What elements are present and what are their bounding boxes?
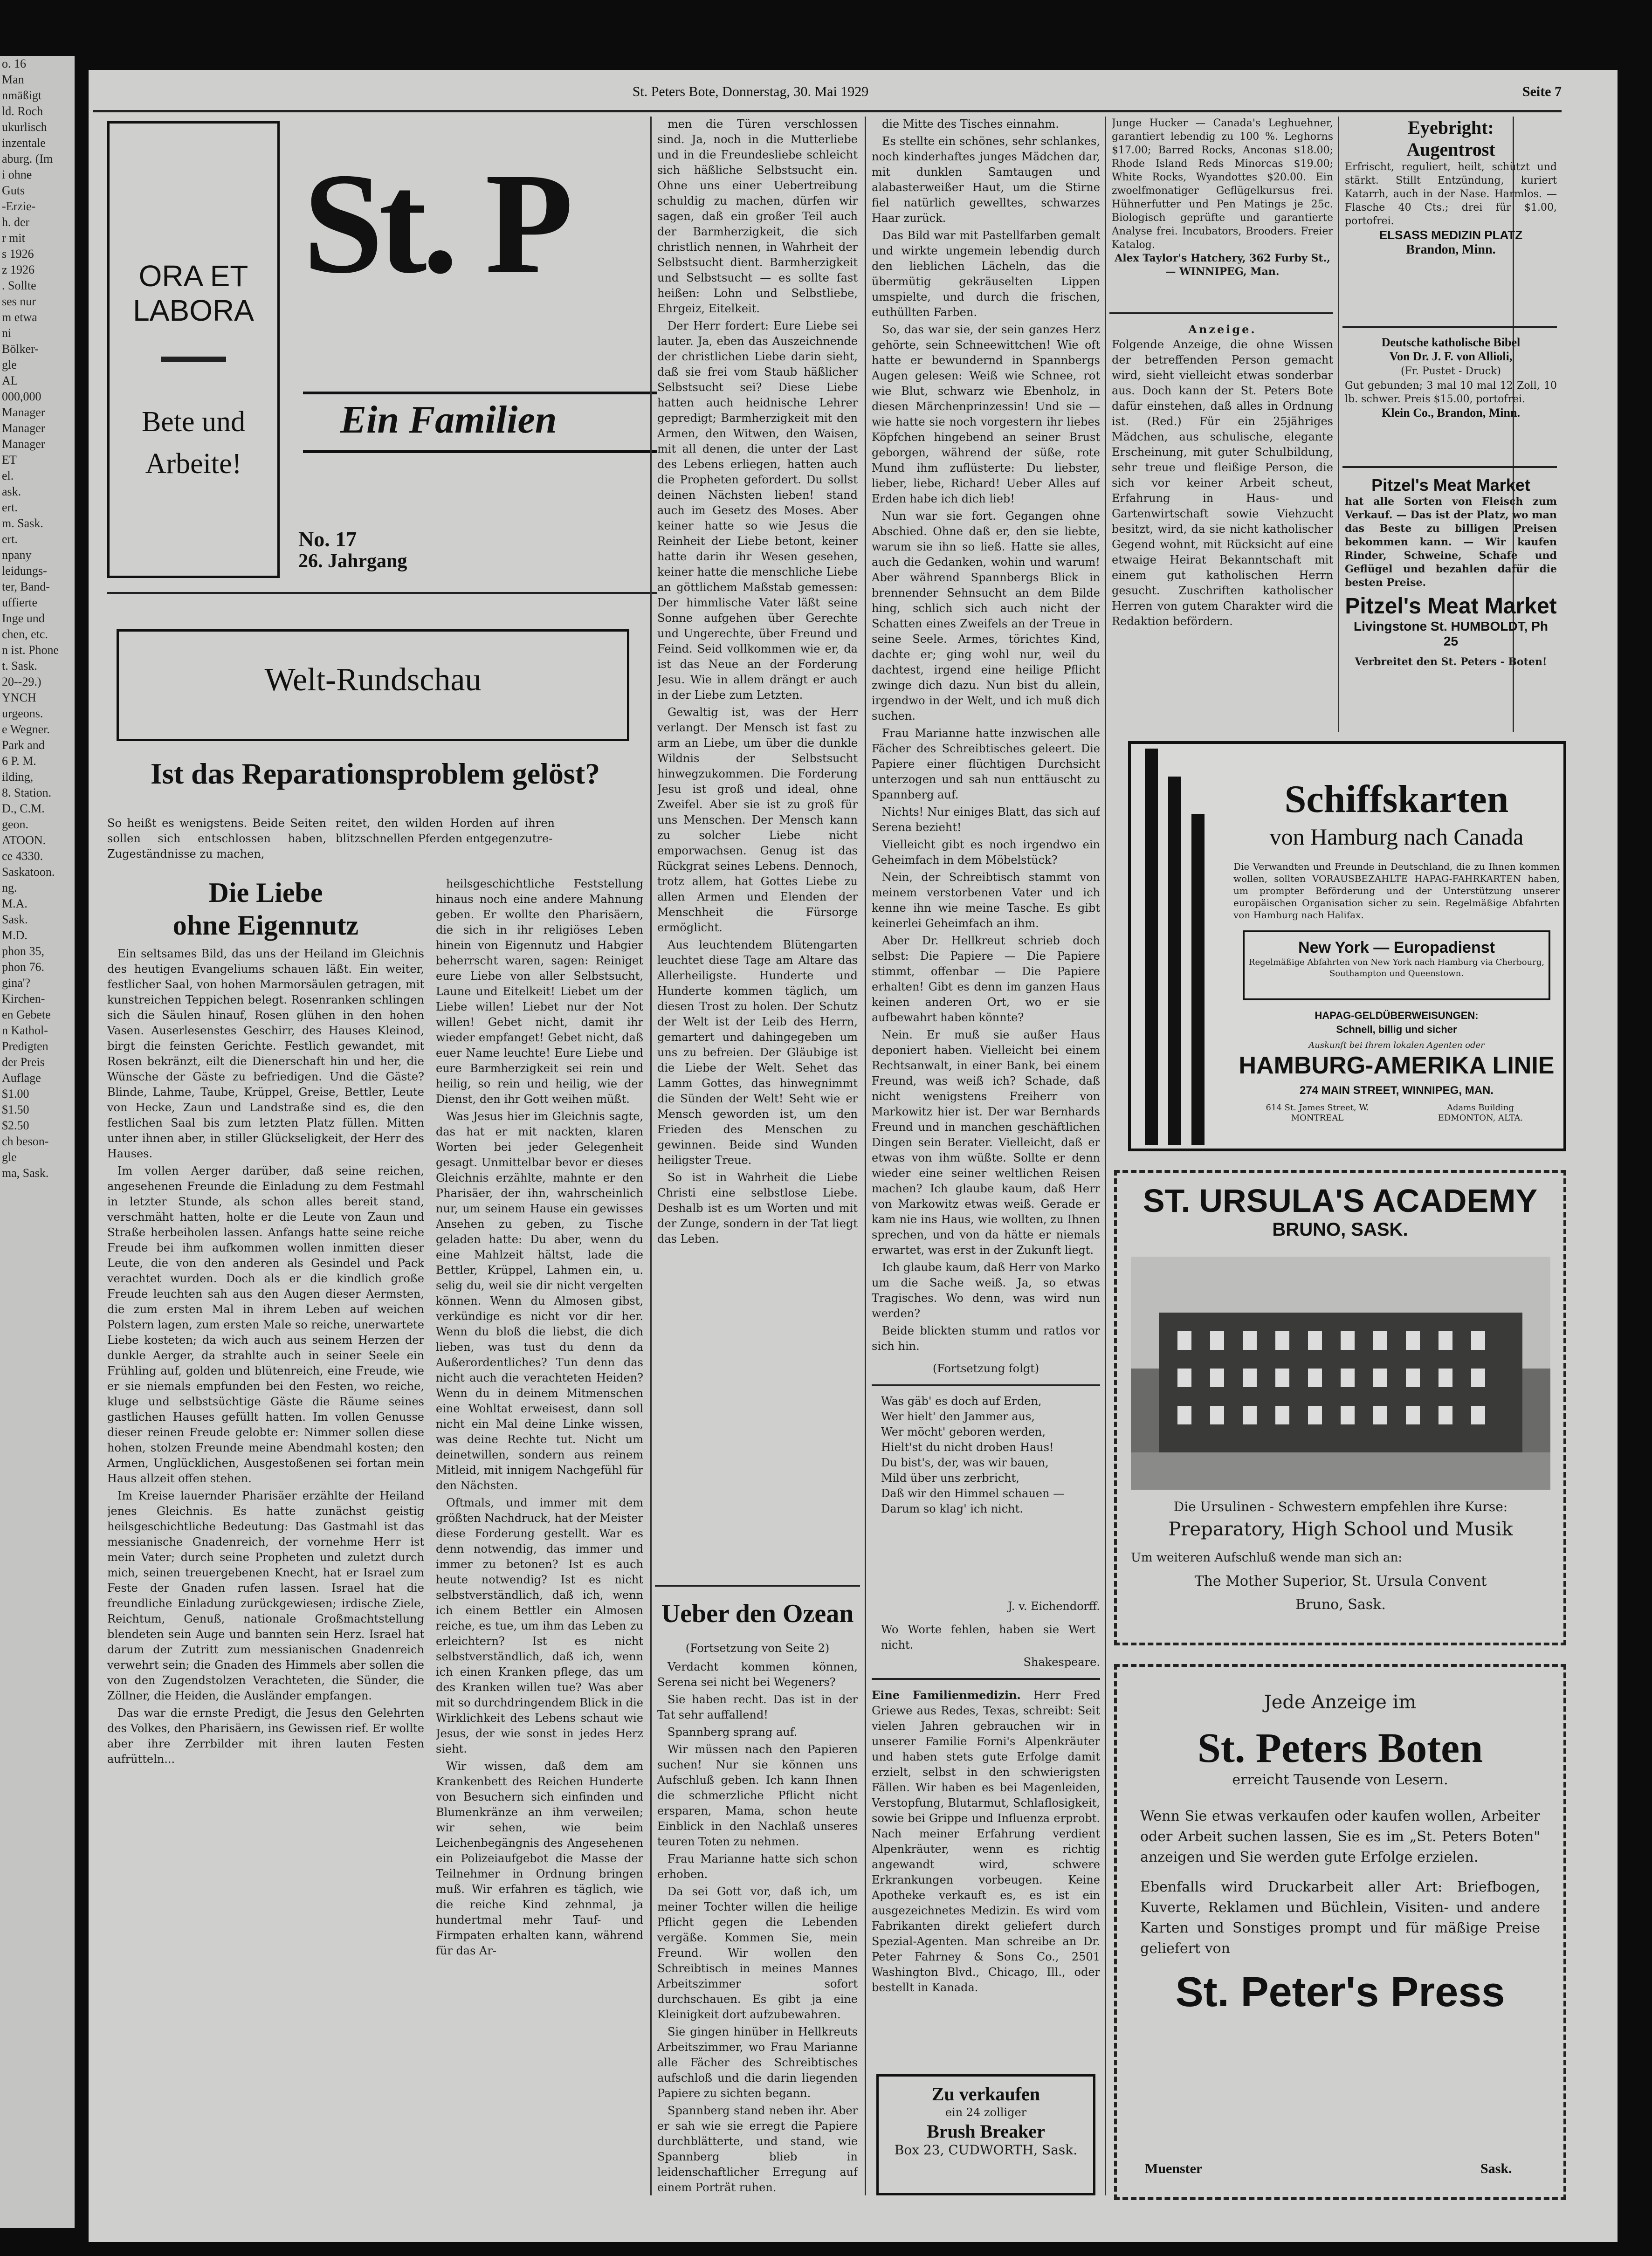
pitzel-address: Livingstone St. HUMBOLDT, Ph 25 xyxy=(1354,619,1548,648)
motto-line-2: LABORA xyxy=(133,294,254,327)
quote: Wo Worte fehlen, haben sie Wert nicht. xyxy=(881,1623,1095,1651)
column-rule-5 xyxy=(1338,117,1339,732)
left-page-fragment: en Gebete xyxy=(2,1008,51,1021)
liebe-column-1 xyxy=(107,946,424,2200)
story-paragraph: Beide blickten stumm und ratlos vor sich hin. xyxy=(872,1324,1100,1353)
left-page-fragment: gina'? xyxy=(2,976,30,990)
left-page-fragment: n ist. Phone xyxy=(2,643,59,657)
ozean-rule xyxy=(655,1585,860,1587)
left-page-fragment: Manager xyxy=(2,406,45,419)
story-paragraph: Ich glaube kaum, daß Herr von Marko um die Sache weiß. Ja, so etwas Tragisches. Wo denn, was wird nun werden? xyxy=(872,1261,1100,1320)
article-paragraph: Was Jesus hier im Gleichnis sagte, das hat er mit nackten, klaren Worten bei jeder Gelegenheit gesagt. Unmittelbar bevor er dieses Gleichnis erzählte, mahnte er den Pharisäer, der ihn, wahrscheinlich nur, um seinem Hause ein gewisses Ansehen zu geben, zu Tische geladen hatte: Du aber, wenn du eine Mahlzeit hältst, lade die Bettler, Krüppel, Lahmen ein, u. selig du, weil sie dir nicht vergelten können. Wenn du Almosen gibst, verkündige es nicht vor dir her. Wenn du bloß die liebst, die dich lieben, was tust du denn da Außerordentliches? Tun denn das nicht auch die verachteten Heiden? Wenn du in deinem Mitmenschen eine Wohltat erweisest, dann soll nicht ein Mal deine Linke wissen, was deine Rechte tut. Nicht um deinetwillen, sondern aus reinem Mitleid, mit innigem Nachgefühl für den Nächsten. xyxy=(436,1110,643,1492)
article-paragraph: Gewaltig ist, was der Herr verlangt. Der Mensch ist fast zu arm an Liebe, um über die dunkle Wildnis der Selbstsucht hinwegzukommen. Die Forderung Jesu ist groß und ideal, ohne Zweifel. Aber sie ist zu groß für uns Menschen. Der Mensch kann zu solcher Liebe nicht emporwachsen. Genug ist das Rückgrat seines Lebens. Dennoch, trotz allem, hat Gottes Liebe zu allen Armen und Elenden der Menschheit die Fürsorge ermöglicht. xyxy=(657,706,858,934)
rundschau-headline: Ist das Reparationsproblem gelöst? xyxy=(150,757,600,790)
story-column-4 xyxy=(872,117,1100,1356)
story-paragraph: Vielleicht gibt es noch irgendwo ein Geheimfach in dem Möbelstück? xyxy=(872,838,1100,867)
left-page-fragment: inzentale xyxy=(2,136,46,150)
left-page-fragment: 000,000 xyxy=(2,390,41,403)
page-number: Seite 7 xyxy=(1522,84,1562,99)
left-page-fragment: Park and xyxy=(2,738,45,752)
left-page-fragment: ng. xyxy=(2,881,17,894)
motto-line-3: Bete und xyxy=(141,406,246,438)
ozean-continuation: (Fortsetzung von Seite 2) xyxy=(685,1642,830,1655)
masthead-rule xyxy=(93,110,1562,112)
left-page-fragment: ilding, xyxy=(2,770,34,784)
ozean-title: Ueber den Ozean xyxy=(661,1599,854,1628)
press-location-2: Sask. xyxy=(1480,2161,1512,2176)
article-paragraph: Das war die ernste Predigt, die Jesus den Gelehrten des Volkes, den Pharisäern, ins Gewissen rief. Er wollte aber ihre Zerrbilder mit ihren lauten Festen aufrütteln... xyxy=(107,1706,424,1766)
stripe-decoration xyxy=(1136,749,1229,1145)
left-page-fragment: nmäßigt xyxy=(2,89,42,102)
left-page-fragment: el. xyxy=(2,469,14,482)
story-paragraph: Sie gingen hinüber in Hellkreuts Arbeitszimmer, wo Frau Marianne alle Fächer des Schreibtisches aufschloß und die darin liegenden Papiere zu sichten begann. xyxy=(657,2025,858,2100)
pitzel-ad xyxy=(1345,475,1557,727)
hamburg-amerika-linie: HAMBURG-AMERIKA LINIE xyxy=(1239,1052,1555,1079)
left-page-fragment: ET xyxy=(2,453,17,467)
story-paragraph: Wir müssen nach den Papieren suchen! Nur sie können uns Aufschluß geben. Ich kann Ihnen die schmerzliche Pflicht nicht ersparen, Mama, schon heute Einblick in den Nachlaß unseres teuren Toten zu nehmen. xyxy=(657,1743,858,1848)
boten-text-2: Ebenfalls wird Druckarbeit aller Art: Briefbogen, Kuverte, Reklamen und Büchlein, Visiten- und andere Karten und Sonstiges prompt und für mäßige Preise geliefert von xyxy=(1140,1879,1540,1957)
left-page-fragment: Manager xyxy=(2,421,45,435)
pitzel-title: Pitzel's Meat Market xyxy=(1371,475,1530,495)
left-page-fragment: t. Sask. xyxy=(2,659,37,673)
article-paragraph: Im Kreise lauernder Pharisäer erzählte der Heiland jenes Gleichnis. Es hatte zunächst geistig heilsgeschichtliche Bedeutung: Das Gastmahl ist das messianische Gnadenreich, der vornehme Herr ist mein Vater; durch seine Propheten und zuletzt durch mich, seinen treuergebenen Knecht, hat er Israel zum Feste der Gnaden rufen lassen. Israel hat die freundliche Einladung zurückgewiesen; irdische Ziele, Reichtum, Genuß, nationale Großmachtstellung blendeten sein Auge und bannten sein Herz. Israel hat darum der Zutritt zum messianischen Gnadenreich verwehrt sein; die Gnaden des Himmels aber sollen die von den Zugendstolzen Verachteten, die Sünder, die Zöllner, die Heiden, die Ausländer empfangen. xyxy=(107,1489,424,1702)
bibel-publisher: (Fr. Pustet - Druck) xyxy=(1401,365,1501,377)
story-paragraph: Nein. Er muß sie außer Haus deponiert haben. Vielleicht bei einem Rechtsanwalt, in einer Bank, bei einem Freund, was weiß ich? Schade, daß nicht wenigstens Freiherr von Markowitz hier ist. Der war Bernhards Freund und in manchen geschäftlichen Dingen sein Berater. Vielleicht, daß er etwas von ihm wüßte. Sollte er denn wieder eine seiner weltlichen Reisen machen? Ich glaube kaum, daß Herr von Markowitz etwas weiß. Gerade er kam nie ins Haus, wie wollten, zu Ihnen sprechen, und von da hätte er niemals erwartet, was erst in der Zukunft liegt. xyxy=(872,1028,1100,1257)
story-paragraph: Frau Marianne hatte sich schon erhoben. xyxy=(657,1852,858,1881)
story-paragraph: Spannberg sprang auf. xyxy=(668,1726,798,1739)
hucker-rule xyxy=(1109,312,1333,314)
left-page-fragment: m. Sask. xyxy=(2,516,43,530)
eyebright-city: Brandon, Minn. xyxy=(1406,242,1496,257)
left-page-fragment: Saskatoon. xyxy=(2,865,55,879)
verkaufen-box xyxy=(876,2074,1095,2195)
story-paragraph: Das Bild war mit Pastellfarben gemalt und wirkte ungemein lebendig durch den lieblichen Lächeln, das die übermütig gekräuselten Lippen umspielte, und durch die frischen, euthüllten Farben. xyxy=(872,229,1100,319)
boten-line-2: erreicht Tausende von Lesern. xyxy=(1232,1772,1448,1788)
left-page-strip xyxy=(0,56,75,2228)
ursula-line-5: Bruno, Sask. xyxy=(1295,1597,1386,1612)
ozean-column xyxy=(657,1659,858,2200)
left-page-fragment: ch beson- xyxy=(2,1135,49,1148)
academy-photo xyxy=(1131,1257,1550,1490)
liebe-headline-1: Die Liebe xyxy=(208,877,323,908)
left-page-fragment: phon 35, xyxy=(2,944,44,958)
left-page-fragment: $1.50 xyxy=(2,1103,29,1116)
left-page-fragment: ter, Band- xyxy=(2,580,50,593)
article-paragraph: Ein seltsames Bild, das uns der Heiland im Gleichnis des heutigen Evangeliums schauen läßt. Ein weiter, festlicher Saal, von hohen Marmorsäulen getragen, mit kunstreichen Teppichen belegt. Rosenranken schlingen sich die Säulen hinauf, Rosen glühen in den hohen Vasen. Auserlesenstes Geschirr, des Hauses Kleinod, birgt die feinsten Gerichte. Festlich gewandet, mit Rosen bekränzt, eilt die Dienerschaft hin und her, die Wünsche der Gäste zu befriedigen. Und die Gäste? Blinde, Lahme, Taube, Krüppel, Greise, Bettler, Leute von Hecke, Zaun und Landstraße sind es, die den festlichen Saal bis zum letzten Platz füllen. Mitten unter ihnen aber, in stiller Glückseligkeit, der Herr des Hauses. xyxy=(107,947,424,1160)
ursula-line-4: The Mother Superior, St. Ursula Convent xyxy=(1194,1574,1487,1589)
boten-text-1: Wenn Sie etwas verkaufen oder kaufen wollen, Arbeiter oder Arbeit suchen lassen, Sie es im „St. Peters Boten" anzeigen und Sie werden gute Erfolge erzielen. xyxy=(1140,1808,1540,1865)
schiffskarten-subtitle: von Hamburg nach Canada xyxy=(1269,824,1524,850)
left-page-fragment: -Erzie- xyxy=(2,199,36,213)
geld-subtitle: Schnell, billig und sicher xyxy=(1336,1024,1457,1035)
left-page-fragment: ask. xyxy=(2,485,21,498)
poem-line: Darum so klag' ich nicht. xyxy=(881,1502,1023,1515)
motto-line-4: Arbeite! xyxy=(145,448,242,480)
rundschau-title: Welt-Rundschau xyxy=(264,662,482,698)
left-page-fragment: Bölker- xyxy=(2,342,39,356)
liebe-column-2 xyxy=(436,876,643,2200)
ornament-divider xyxy=(161,357,226,362)
verkaufen-line-3: Box 23, CUDWORTH, Sask. xyxy=(894,2142,1078,2158)
pitzel-footer: Verbreitet den St. Peters - Boten! xyxy=(1355,656,1547,668)
fortsetzung-note: (Fortsetzung folgt) xyxy=(932,1362,1039,1375)
eyebright-company: ELSASS MEDIZIN PLATZ xyxy=(1379,228,1523,242)
left-page-fragment: ATOON. xyxy=(2,833,46,847)
story-paragraph: Aber Dr. Hellkreut schrieb doch selbst: Die Papiere — Die Papiere stimmt, offenbar — Die Papiere erhalten! Gibt es denn im ganzen Haus keinen anderen Ort, wo er sie aufbewahrt haben könnte? xyxy=(872,934,1100,1024)
poem-author: J. v. Eichendorff. xyxy=(1008,1600,1100,1613)
linie-address: 274 MAIN STREET, WINNIPEG, MAN. xyxy=(1299,1084,1494,1097)
pitzel-title-2: Pitzel's Meat Market xyxy=(1345,594,1557,619)
familien-medizin xyxy=(872,1687,1100,2070)
verkaufen-line-1: ein 24 zolliger xyxy=(945,2106,1027,2119)
ursula-academy-ad xyxy=(1114,1170,1566,1645)
left-page-fragment: $1.00 xyxy=(2,1087,29,1100)
poem-line: Wer möcht' geboren werden, xyxy=(881,1425,1046,1438)
ursula-line-3: Um weiteren Aufschluß wende man sich an: xyxy=(1131,1551,1403,1565)
left-page-fragment: chen, etc. xyxy=(2,627,48,641)
article-paragraph: Der Herr fordert: Eure Liebe sei lauter. Ja, eben das Auszeichnende der christlichen Liebe darin sieht, daß sie frei vom Staub häßlicher Selbstsucht sei? Diese Liebe hatten auch heidnische Lehrer gepredigt; Barmherzigkeit mit den Armen, den Witwen, den Waisen, mit all denen, die unter der Last des Lebens erliegen, hatten auch die Propheten gefordert. Du sollst deinen Nächsten lieben! stand auch im Gesetz des Moses. Aber keiner hatte so wie Jesus die Reinheit der Liebe betont, keiner hatte darin ihr Wesen gesehen, keiner hatte die menschliche Liebe an göttlichem Maßstab gemessen: Der himmlische Vater läßt seine Sonne aufgehen über Gerechte und Ungerechte, über Freund und Feind. Seid vollkommen wie er, da ist das Neue an der Forderung Jesu. Wie in allem drängt er auch in der Liebe zum Letzten. xyxy=(657,319,858,702)
left-page-fragment: r mit xyxy=(2,231,25,245)
liebe-headline-2: ohne Eigennutz xyxy=(172,910,359,941)
left-page-fragment: e Wegner. xyxy=(2,722,50,736)
poem-line: Wer hielt' den Jammer aus, xyxy=(881,1410,1035,1423)
article-paragraph: Im vollen Aerger darüber, daß seine reichen, angesehenen Freunde die Einladung zu dem Festmahl in letzter Stunde, als schon alles bereit stand, verschmäht hatten, holte er die Leute von Zaun und Straße herbeiholen lassen. Anfangs hatte seine reiche Freude bei ihm aufkommen wollen inmitten dieser Leute, die von den anderen als Gesindel und Pack verachtet wurden. Doch als er die kindlich große Freude leuchten sah aus den Augen dieser Aermsten, die zum ersten Mal in ihrem Leben auf weichen Polstern lagen, zum ersten Male so reiche, unerwartete Liebe kosteten; da wich auch aus seinem Herzen der dunkle Aerger, da strahlte auch in seiner Seele ein Frühling auf, golden und blütenreich, eine Freude, wie er sie niemals empfunden bei den Festen, wo reiche, kluge und selbstsüchtige Gäste die Räume seines gastlichen Hauses gefüllt hatten. Im vollen Genusse dieser reinen Freude gelobte er: Nimmer sollen diese hohen, stolzen Freunde meine Abendmahl kosten; den Armen, Unglücklichen, Ausgestoßenen sei fortan mein Haus allzeit offen stehen. xyxy=(107,1164,424,1485)
left-page-fragment: ert. xyxy=(2,532,18,546)
poem-line: Hielt'st du nicht droben Haus! xyxy=(881,1441,1054,1454)
bibel-rule xyxy=(1342,466,1557,468)
liebe-column-3 xyxy=(657,117,858,1575)
article-paragraph: Oftmals, und immer mit dem größten Nachdruck, hat der Meister diese Forderung gestellt. War es denn notwendig, das immer und immer zu betonen? Ist es auch heute notwendig? Ist es nicht selbstverständlich, daß ich, wenn ich einem Bettler ein Almosen reiche, es tue, um ihm das Leben zu erleichtern? Ist es nicht selbstverständlich, daß ich, wenn ich einen Kranken pflege, das um des Kranken willen tue? Was aber mit so durchdringendem Blick in die Wirklichkeit des Lebens schaut wie Jesus, der wie sonst in jedes Herz sieht. xyxy=(436,1496,643,1755)
ny-text: Regelmäßige Abfahrten von New York nach Hamburg via Cherbourg, Southampton und Queenstown. xyxy=(1248,957,1545,978)
poem-line: Du bist's, der, was wir bauen, xyxy=(881,1456,1049,1469)
poem-line: Daß wir den Himmel schauen — xyxy=(881,1487,1065,1500)
left-page-fragment: s 1926 xyxy=(2,247,34,261)
story-paragraph: Sie haben recht. Das ist in der Tat sehr auffallend! xyxy=(657,1693,858,1721)
poem-rule xyxy=(872,1384,1100,1386)
bibel-author: Von Dr. J. F. von Allioli, xyxy=(1389,350,1513,363)
auskunft-line: Auskunft bei Ihrem lokalen Agenten oder xyxy=(1308,1040,1485,1050)
left-page-fragment: Guts xyxy=(2,184,25,197)
familien-rule xyxy=(872,1678,1100,1680)
bibel-seller: Klein Co., Brandon, Minn. xyxy=(1382,406,1520,420)
rundschau-intro-left: So heißt es wenigstens. Beide Seiten sollen sich entschlossen haben, Zugeständnisse zu machen, xyxy=(107,817,326,860)
story-paragraph: Da sei Gott vor, daß ich, um meiner Tochter willen die heilige Pflicht gegen die Lebenden vergäße. Kommen Sie, mein Freund. Wir wollen den Schreibtisch in meines Mannes Arbeitszimmer sofort durchschauen. Es gibt ja eine Kleinigkeit dort aufzubewahren. xyxy=(657,1885,858,2021)
anzeige-text: Folgende Anzeige, die ohne Wissen der betreffenden Person gemacht wird, sieht vielleicht etwas sonderbar aus. Doch kann der St. Peters Bote dafür einstehen, daß alles in Ordnung ist. (Red.) Für ein 25jähriges Mädchen, aus schulische, elegante Erscheinung, mit guter Schulbildung, sehr treue und fleißige Person, die sich vor keiner Arbeit scheut, Erfahrung in Haus- und Gartenwirtschaft sowie Viehzucht besitzt, wird, da sie nicht katholischer Gegend wohnt, mit Rücksicht auf eine etwaige Heirat Bekanntschaft mit einem gut katholischen Herrn gesucht. Zuschriften katholischer Herren von gutem Charakter wird die Redaktion befördern. xyxy=(1112,338,1333,628)
left-page-fragment: ma, Sask. xyxy=(2,1166,49,1180)
boten-line-1: Jede Anzeige im xyxy=(1264,1692,1417,1713)
boten-title: St. Peters Boten xyxy=(1197,1725,1483,1771)
story-paragraph: Es stellte ein schönes, sehr schlankes, noch kinderhaftes junges Mädchen dar, mit dunklen Samtaugen und alabasterweißer Haut, um die Stirne fiel natürlich gewelltes, schwarzes Haar zurück. xyxy=(872,135,1100,225)
story-paragraph: So, das war sie, der sein ganzes Herz gehörte, sein Schneewittchen! Wie oft hatte er bewundernd in Spannbergs Augen gelesen: Weiß wie Schnee, rot wie Blut, schwarz wie Ebenholz, in diesen Märchenprinzessin! Und sie — wie hatte sie noch vorgestern ihr liebes Köpfchen hingebend an seiner Brust geborgen, während der süße, rote Mund ihm zuflüsterte: Du liebster, lieber, liebe, Richard! Ueber Alles auf Erden habe ich dich lieb! xyxy=(872,323,1100,505)
column-rule-2 xyxy=(865,117,866,2195)
ursula-title: ST. URSULA'S ACADEMY xyxy=(1143,1183,1538,1219)
geld-title: HAPAG-GELDÜBERWEISUNGEN: xyxy=(1315,1010,1479,1021)
anzeige-title: Anzeige. xyxy=(1188,323,1257,336)
left-page-fragment: urgeons. xyxy=(2,707,43,720)
motto-line-1: ORA ET xyxy=(138,259,248,293)
ny-service-box xyxy=(1243,930,1550,1000)
pitzel-text: hat alle Sorten von Fleisch zum Verkauf. — Das ist der Platz, wo man das Beste zu billigen Preisen bekommen kann. — Wir kaufen Rinder, Schweine, Schafe und Geflügel und bezahlen dafür die besten Preise. xyxy=(1345,495,1557,589)
issue-number: No. 17 xyxy=(298,527,357,551)
title-rule xyxy=(107,592,657,594)
montreal-city: MONTREAL xyxy=(1291,1113,1344,1123)
story-paragraph: Nein, der Schreibtisch stammt von meinem verstorbenen Vater und ich kenne ihn wie meine Tasche. Es gibt keinerlei Geheimfach an ihm. xyxy=(872,871,1100,930)
schiffskarten-text: Die Verwandten und Freunde in Deutschland, die zu Ihnen kommen wollen, sollten VORAUSBEZAHLTE HAPAG-FAHRKARTEN haben, um prompter Beförderung und der Unterstützung unserer europäischen Organisation sicher zu sein. Regelmäßige Abfahrten von Hamburg nach Halifax. xyxy=(1233,861,1560,921)
ursula-city: BRUNO, SASK. xyxy=(1272,1219,1408,1240)
rundschau-box xyxy=(117,629,629,741)
left-page-fragment: AL xyxy=(2,374,18,387)
column-rule-1 xyxy=(650,117,652,2195)
familien-body: Herr Fred Griewe aus Redes, Texas, schreibt: Seit vielen Jahren gebrauchen wir in unserer Familie Forni's Alpenkräuter und haben stets gute Erfolge damit erzielt, selbst in den schwierigsten Fällen. Wir haben es bei Magenleiden, Verstopfung, Blutarmut, Schlaflosigkeit, sowie bei Grippe und Influenza erprobt. Nach meiner Erfahrung verdient Alpenkräuter, wenn es richtig angewandt wird, schwere Erkrankungen vorbeugen. Keine Apotheke verkauft es, es ist ein ausgezeichnetes Medizin. Es wird vom Fabrikanten direkt geliefert durch Spezial-Agenten. Man schreibe an Dr. Peter Fahrney & Sons Co., 2501 Washington Blvd., Chicago, Ill., oder bestellt in Kanada. xyxy=(872,1689,1100,1994)
left-page-fragment: n Kathol- xyxy=(2,1024,48,1037)
story-paragraph: die Mitte des Tisches einnahm. xyxy=(882,117,1059,131)
subtitle-banner xyxy=(303,392,657,453)
left-page-fragment: leidungs- xyxy=(2,564,47,578)
hucker-address: Alex Taylor's Hatchery, 362 Furby St., — WINNIPEG, Man. xyxy=(1115,252,1330,278)
title-logo: St. P xyxy=(303,149,569,298)
schiffskarten-ad xyxy=(1128,741,1566,1151)
left-page-fragment: D., C.M. xyxy=(2,802,45,815)
left-page-fragment: i ohne xyxy=(2,168,32,181)
bibel-price: Gut gebunden; 3 mal 10 mal 12 Zoll, 10 lb. schwer. Preis $15.00, portofrei. xyxy=(1345,380,1557,405)
montreal-street: 614 St. James Street, W. xyxy=(1266,1103,1369,1113)
ora-et-labora-box xyxy=(107,121,280,578)
left-page-fragment: ce 4330. xyxy=(2,849,43,863)
poem-line: Was gäb' es doch auf Erden, xyxy=(881,1395,1042,1408)
left-page-fragment: Inge und xyxy=(2,612,45,625)
quote-author: Shakespeare. xyxy=(1023,1656,1100,1669)
left-page-fragment: gle xyxy=(2,358,17,371)
left-page-fragment: Auflage xyxy=(2,1071,41,1085)
eyebright-title: Eyebright: xyxy=(1408,117,1494,138)
eyebright-ad xyxy=(1345,117,1557,322)
left-page-fragment: 20--29.) xyxy=(2,675,41,688)
familien-title: Eine Familienmedizin. xyxy=(872,1688,1021,1702)
bibel-ad xyxy=(1345,336,1557,461)
story-paragraph: Nun war sie fort. Gegangen ohne Abschied. Ohne daß er, den sie liebte, warum sie ihn so ließ. Hatte sie alles, auch die Gedanken, wohin und warum! Aber während Spannbergs Blick in brennender Sehnsucht an dem Bilde hing, schlich sich auch nicht der Schatten eines Zweifels an der Treue in seine Seele. Armes, törichtes Kind, dachte er; ging wohl nur, weil du dachtest, irgend eine heilige Pflicht zwinge dich dazu. Nun bist du allein, irgendwo in der Welt, und ich muß dich suchen. xyxy=(872,509,1100,722)
story-paragraph: Nichts! Nur einiges Blatt, das sich auf Serena bezieht! xyxy=(872,805,1100,834)
ursula-line-1: Die Ursulinen - Schwestern empfehlen ihre Kurse: xyxy=(1173,1499,1508,1514)
left-page-fragment: h. der xyxy=(2,215,30,229)
subtitle-text: Ein Familien xyxy=(340,398,557,441)
story-paragraph: Spannberg stand neben ihr. Aber er sah wie sie erregt die Papiere durchblätterte, und stand, wie Spannberg blieb in leidenschaftlicher Erregung auf einem Porträt ruhen. xyxy=(657,2104,858,2194)
left-page-fragment: ses nur xyxy=(2,295,36,308)
montreal-office xyxy=(1243,1103,1392,1123)
left-page-fragment: 8. Station. xyxy=(2,786,52,799)
anzeige-ad xyxy=(1112,322,1333,704)
bibel-title: Deutsche katholische Bibel xyxy=(1381,336,1521,349)
left-page-fragment: m etwa xyxy=(2,310,37,324)
left-page-fragment: gle xyxy=(2,1150,17,1164)
left-page-fragment: uffierte xyxy=(2,596,38,609)
left-page-fragment: 6 P. M. xyxy=(2,754,36,768)
left-page-fragment: o. 16 xyxy=(2,57,26,70)
press-name: St. Peter's Press xyxy=(1175,1969,1505,2015)
left-page-fragment: ld. Roch xyxy=(2,104,43,118)
eyebright-subtitle: Augentrost xyxy=(1406,139,1495,160)
left-page-fragment: YNCH xyxy=(2,691,36,704)
verkaufen-line-2: Brush Breaker xyxy=(927,2121,1045,2142)
left-page-fragment: phon 76. xyxy=(2,960,44,974)
title-block xyxy=(294,121,657,587)
story-paragraph: Verdacht kommen können, Serena sei nicht bei Wegeners? xyxy=(657,1660,858,1689)
article-paragraph: heilsgeschichtliche Feststellung hinaus noch eine andere Mahnung geben. Er wollte den Pharisäern, die sich in ihr religiöses Leben hinein von Eigennutz und Habgier beherrscht waren, sagen: Reiniget eure Liebe von aller Selbstsucht, Laune und Eitelkeit! Liebet um der Liebe willen! Liebet nur der Not willen! Gebet nicht, damit ihr wieder empfanget! Gebet nicht, daß euer Name leuchte! Eure Liebe und eure Barmherzigkeit sei rein und heilig, so rein und heilig, wie der Dienst, den ihr Gott weihen müßt. xyxy=(436,877,643,1106)
newspaper-page xyxy=(89,70,1618,2242)
hucker-ad xyxy=(1112,117,1333,308)
left-page-fragment: M.A. xyxy=(2,897,28,910)
article-paragraph: men die Türen verschlossen sind. Ja, noch in die Mutterliebe und in die Freundesliebe schleicht sich häßliche Selbstsucht ein. Ohne uns einer Uebertreibung schuldig zu machen, dürfen wir sagen, daß ein großer Teil auch der Barmherzigkeit, die sich christlich nennen, in Wahrheit der Selbstsucht dient. Barmherzigkeit und Selbstsucht — es sollte fast heißen: Lohn und Selbstliebe, Ehrgeiz, Eitelkeit. xyxy=(657,117,858,315)
left-page-fragment: ukurlisch xyxy=(2,120,47,134)
hucker-text: Junge Hucker — Canada's Leghuehner, garantiert lebendig zu 100 %. Leghorns $17.00; Barred Rocks, Anconas $18.00; Rhode Island Reds Minorcas $19.00; White Rocks, Wyandottes $20.00. Ein zwoelfmonatiger Geflügelkursus frei. Hühnerfutter und Pen Matings je 25c. Biologisch geprüfte und garantierte Analyse frei. Incubators, Brooders. Freier Katalog. xyxy=(1112,117,1333,251)
left-page-fragment: Man xyxy=(2,73,24,86)
article-paragraph: Aus leuchtendem Blütengarten leuchtet diese Tage am Altare das Allerheiligste. Hunderte und Hunderte kommen täglich, um diesen Trost zu holen. Der Schutz der Welt ist der Leib des Herrn, gemartert und dahingegeben um uns zu befreien. Der Gläubige ist die Liebe der Welt. Sehet das Lamm Gottes, das hinwegnimmt die Sünden der Welt! Seht wie er Mensch geworden ist, um den Frieden des Menschen zu gewinnen. Beide sind Wunden heiligster Treue. xyxy=(657,938,858,1167)
press-location-1: Muenster xyxy=(1145,2161,1203,2176)
left-page-fragment: Predigten xyxy=(2,1039,48,1053)
schiffskarten-title: Schiffskarten xyxy=(1284,777,1509,821)
rundschau-intro-right: reitet, den wilden Horden auf ihren blitzschnellen Pferden entgegenzutre- xyxy=(336,817,555,845)
article-paragraph: So ist in Wahrheit die Liebe Christi eine selbstlose Liebe. Deshalb ist es um Worten und mit der Zunge, sondern in der Tat liegt das Leben. xyxy=(657,1171,858,1245)
volume-number: 26. Jahrgang xyxy=(298,550,407,572)
left-page-fragment: Kirchen- xyxy=(2,992,45,1005)
edmonton-office xyxy=(1411,1103,1550,1123)
poem xyxy=(881,1394,1095,1599)
left-page-fragment: Manager xyxy=(2,437,45,451)
boten-ad xyxy=(1114,1664,1566,2200)
eyebright-rule xyxy=(1342,326,1557,328)
story-paragraph: Frau Marianne hatte inzwischen alle Fächer des Schreibtisches geleert. Die Papiere einer flüchtigen Durchsicht unterzogen und sah nun enttäuscht zu Spannberg auf. xyxy=(872,727,1100,801)
left-page-fragment: Sask. xyxy=(2,913,28,926)
ny-title: New York — Europadienst xyxy=(1298,939,1495,956)
left-page-fragment: z 1926 xyxy=(2,263,35,276)
left-page-fragment: der Preis xyxy=(2,1055,45,1069)
eyebright-text: Erfrischt, reguliert, heilt, schützt und stärkt. Stillt Entzündung, kuriert Katarrh, auch in der Nase. Harmlos. — Flasche 40 Cts.; drei für $1.00, portofrei. xyxy=(1345,161,1557,227)
edmonton-building: Adams Building xyxy=(1446,1103,1514,1113)
left-page-fragment: . Sollte xyxy=(2,279,36,292)
left-page-fragment: $2.50 xyxy=(2,1119,29,1132)
article-paragraph: Wir wissen, daß dem am Krankenbett des Reichen Hunderte von Besuchern sich einfinden und Blumenkränze an ihm verweilen; wir sehen, wie beim Leichenbegängnis des Angesehenen ein Polizeiaufgebot die Masse der Teilnehmer in Ordnung bringen muß. Wir erfahren es täglich, wie die reiche Kind zehnmal, ja hundertmal mehr Tauf- und Firmpaten erhalten kann, während für das Ar- xyxy=(436,1760,643,1957)
left-page-fragment: ert. xyxy=(2,501,18,514)
edmonton-city: EDMONTON, ALTA. xyxy=(1438,1113,1523,1123)
verkaufen-title: Zu verkaufen xyxy=(931,2084,1040,2105)
poem-line: Mild über uns zerbricht, xyxy=(881,1472,1019,1485)
left-page-fragment: M.D. xyxy=(2,929,28,942)
left-page-fragment: ni xyxy=(2,326,12,340)
left-page-fragment: aburg. (Im xyxy=(2,152,53,165)
left-page-fragment: npany xyxy=(2,548,32,562)
masthead-line: St. Peters Bote, Donnerstag, 30. Mai 1929 xyxy=(632,84,869,99)
ursula-line-2: Preparatory, High School und Musik xyxy=(1168,1519,1513,1540)
column-rule-3 xyxy=(1105,117,1106,2195)
left-page-fragment: geon. xyxy=(2,818,29,831)
